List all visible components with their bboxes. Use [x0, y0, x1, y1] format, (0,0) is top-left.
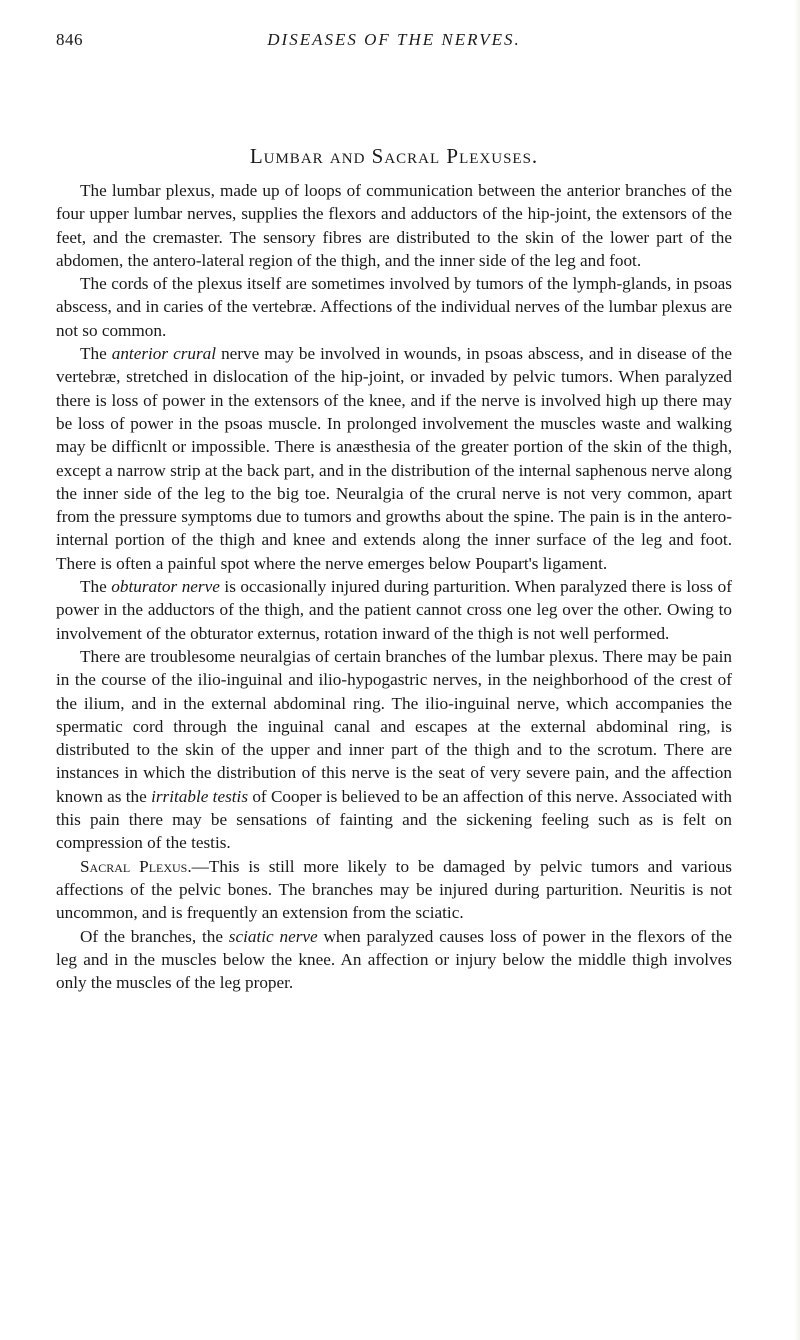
nerve-term-sciatic: sciatic nerve — [228, 926, 318, 946]
body-text — [56, 179, 732, 994]
paragraph-sacral-plexus — [56, 855, 732, 925]
paragraph-neuralgias — [56, 645, 732, 855]
paragraph-lumbar-plexus — [56, 179, 732, 272]
paragraph-text-start: Of the branches, the — [80, 926, 229, 946]
paragraph-text-start: The — [80, 344, 112, 364]
page-number: 846 — [56, 30, 83, 49]
term-irritable-testis: irritable testis — [151, 786, 249, 806]
nerve-term-obturator: obturator nerve — [111, 577, 220, 597]
paragraph-text-rest: when paralyzed causes loss of power in the flexors of the leg and in the muscles below the knee. An affection or injury below the middle thigh involves only the muscles of the leg proper. — [56, 926, 732, 993]
paragraph-text-start: There are troublesome neuralgias of certain branches of the lumbar plexus. There may be pain in the course of the ilio-inguinal and ilio-hypogastric nerves, in the neighborhood of the crest of the ilium, and in the external abdominal ring. The ilio-inguinal nerve, which accompanies the spermatic cord through the inguinal canal and escapes at the external abdominal ring, is distributed to the skin of the upper and inner part of the thigh and to the scrotum. There are instances in which the distribution of this nerve is the seat of very severe pain, and the affection known as the — [56, 646, 732, 806]
paragraph-sciatic — [56, 925, 732, 995]
paragraph-text-rest: —This is still more likely to be damaged by pelvic tumors and various affections of the pelvic bones. The branches may be injured during parturition. Neuritis is not uncommon, and is frequently an extension from the sciatic. — [56, 856, 732, 923]
paragraph-text: The cords of the plexus itself are sometimes involved by tumors of the lymph-glands, in psoas abscess, and in caries of the vertebræ. Affections of the individual nerves of the lumbar plexus are not so common. — [56, 274, 732, 340]
paragraph-text-rest: of Cooper is believed to be an affection of this nerve. Associated with this pain there may be sensations of fainting and the sickening feeling such as is felt on compression of the testis. — [56, 786, 732, 853]
running-title: DISEASES OF THE NERVES. — [267, 30, 521, 49]
book-page — [56, 30, 732, 994]
paragraph-plexus-cords — [56, 272, 732, 342]
paragraph-anterior-crural — [56, 342, 732, 575]
paragraph-obturator — [56, 575, 732, 645]
paragraph-text-start: The — [80, 577, 112, 597]
paragraph-text-rest: is occasionally injured during parturition. When paralyzed there is loss of power in the adductors of the thigh, and the patient cannot cross one leg over the other. Owing to involvement of the obturator externus, rotation inward of the thigh is not well performed. — [56, 577, 732, 643]
running-head — [56, 30, 732, 56]
nerve-term-anterior-crural: anterior crural — [111, 344, 217, 364]
paragraph-text: The lumbar plexus, made up of loops of communication between the anterior branches of the four upper lumbar nerves, supplies the flexors and adductors of the hip-joint, the extensors of the feet, and the cremaster. The sensory fibres are distributed to the skin of the lower part of the abdomen, the antero-lateral region of the thigh, and the inner side of the leg and foot. — [56, 181, 732, 270]
subsection-label-sacral-plexus: Sacral Plexus. — [80, 856, 192, 876]
paragraph-text-rest: nerve may be involved in wounds, in psoas abscess, and in disease of the vertebræ, stretched in dislocation of the hip-joint, or invaded by pelvic tumors. When paralyzed there is loss of power in the extensors of the knee, and if the nerve is involved high up there may be loss of power in the psoas muscle. In prolonged involvement the muscles waste and walking may be difficnlt or impossible. There is anæsthesia of the greater portion of the skin of the thigh, except a narrow strip at the back part, and in the distribution of the internal saphenous nerve along the inner side of the leg to the big toe. Neuralgia of the crural nerve is not very common, apart from the pressure symptoms due to tumors and growths about the spine. The pain is in the antero-internal portion of the thigh and knee and extends along the inner surface of the leg and foot. There is often a painful spot where the nerve emerges below Poupart's ligament. — [56, 344, 732, 573]
section-heading: Lumbar and Sacral Plexuses. — [249, 144, 539, 168]
page-edge-shadow — [794, 0, 800, 1340]
